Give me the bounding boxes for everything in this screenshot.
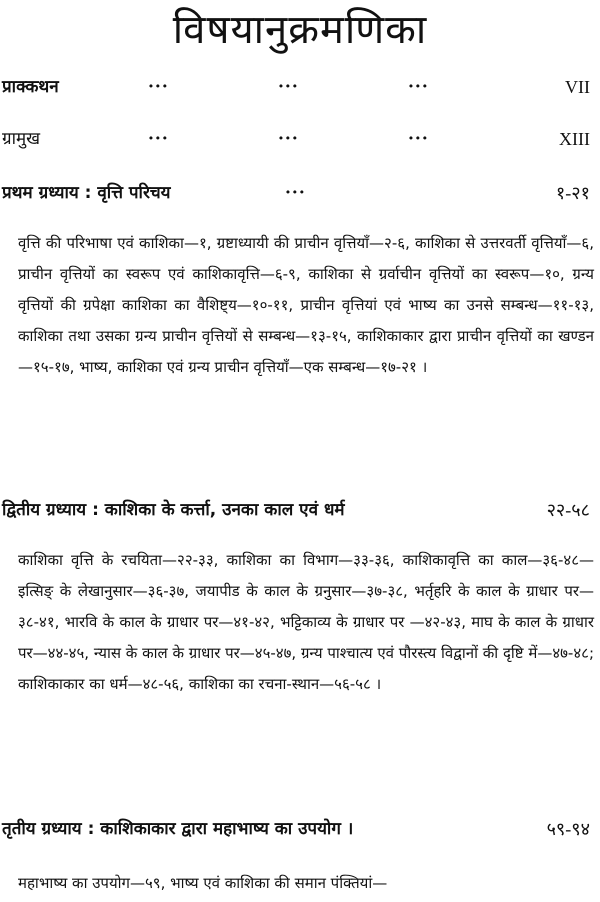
entry-page: २२-५८: [546, 500, 590, 520]
leader-dots: ···: [408, 77, 429, 97]
leader-dots: ···: [278, 129, 299, 149]
toc-entry-chapter-1: [0, 178, 600, 208]
chapter-heading: तृतीय ग्रध्याय : काशिकाकार द्वारा महाभाष्य का उपयोग ।: [2, 819, 354, 839]
chapter-2-contents: काशिका वृत्ति के रचयिता—२२-३३, काशिका का विभाग—३३-३६, काशिकावृत्ति का काल—३६-४८—इत्सिङ् के लेखानुसार—३६-३७, जयापीड के काल के ग्रनुसार—३७-३८, भर्तृहरि के काल के ग्राधार पर—३८-४१, भारवि के काल के ग्राधार पर—४१-४२, भट्टिकाव्य के ग्राधार पर —४२-४३, माघ के काल के ग्राधार पर—४४-४५, न्यास के काल के ग्राधार पर—४५-४७, ग्रन्य पाश्चात्य एवं पौरस्त्य विद्वानों की दृष्टि में—४७-४८; काशिकाकार का धर्म—४८-५६, काशिका का रचना-स्थान—५६-५८ ।: [18, 551, 594, 693]
toc-entry-prakkathan: [0, 72, 600, 102]
leader-dots: ···: [148, 77, 169, 97]
entry-page: XIII: [559, 129, 590, 149]
entry-label: प्राक्कथन: [2, 77, 59, 97]
page-title: विषयानुक्रमणिका: [172, 7, 428, 53]
chapter-heading: द्वितीय ग्रध्याय : काशिका के कर्त्ता, उनका काल एवं धर्म: [2, 500, 345, 520]
toc-entry-chapter-3: [0, 814, 600, 844]
toc-entry-chapter-2: [0, 495, 600, 525]
leader-dots: ···: [408, 129, 429, 149]
entry-page: ५९-९४: [546, 819, 590, 839]
leader-dots: ···: [278, 77, 299, 97]
leader-dots: ···: [285, 183, 306, 203]
entry-page: VII: [565, 77, 590, 97]
chapter-1-contents: वृत्ति की परिभाषा एवं काशिका—१, ग्रष्टाध्यायी की प्राचीन वृत्तियाँ—२-६, काशिका से उत्तरवर्ती वृत्तियाँ—६, प्राचीन वृत्तियों का स्वरूप एवं काशिकावृत्ति—६-९, काशिका से ग्रर्वाचीन वृत्तियों का स्वरूप—१०, ग्रन्य वृत्तियों की ग्रपेक्षा काशिका का वैशिष्ट्य—१०-११, प्राचीन वृत्तियां एवं भाष्य का उनसे सम्बन्ध—११-१३, काशिका तथा उसका ग्रन्य प्राचीन वृत्तियों से सम्बन्ध—१३-१५, काशिकाकार द्वारा प्राचीन वृत्तियों का खण्डन—१५-१७, भाष्य, काशिका एवं ग्रन्य प्राचीन वृत्तियाँ—एक सम्बन्ध—१७-२१ ।: [18, 234, 594, 376]
entry-page: १-२१: [555, 183, 590, 203]
leader-dots: ···: [148, 129, 169, 149]
entry-label: ग्रामुख: [2, 129, 41, 149]
chapter-3-contents: महाभाष्य का उपयोग—५९, भाष्य एवं काशिका की समान पंक्तियां—: [18, 874, 388, 892]
toc-entry-amukh: [0, 124, 600, 154]
chapter-heading: प्रथम ग्रध्याय : वृत्ति परिचय: [2, 183, 171, 203]
